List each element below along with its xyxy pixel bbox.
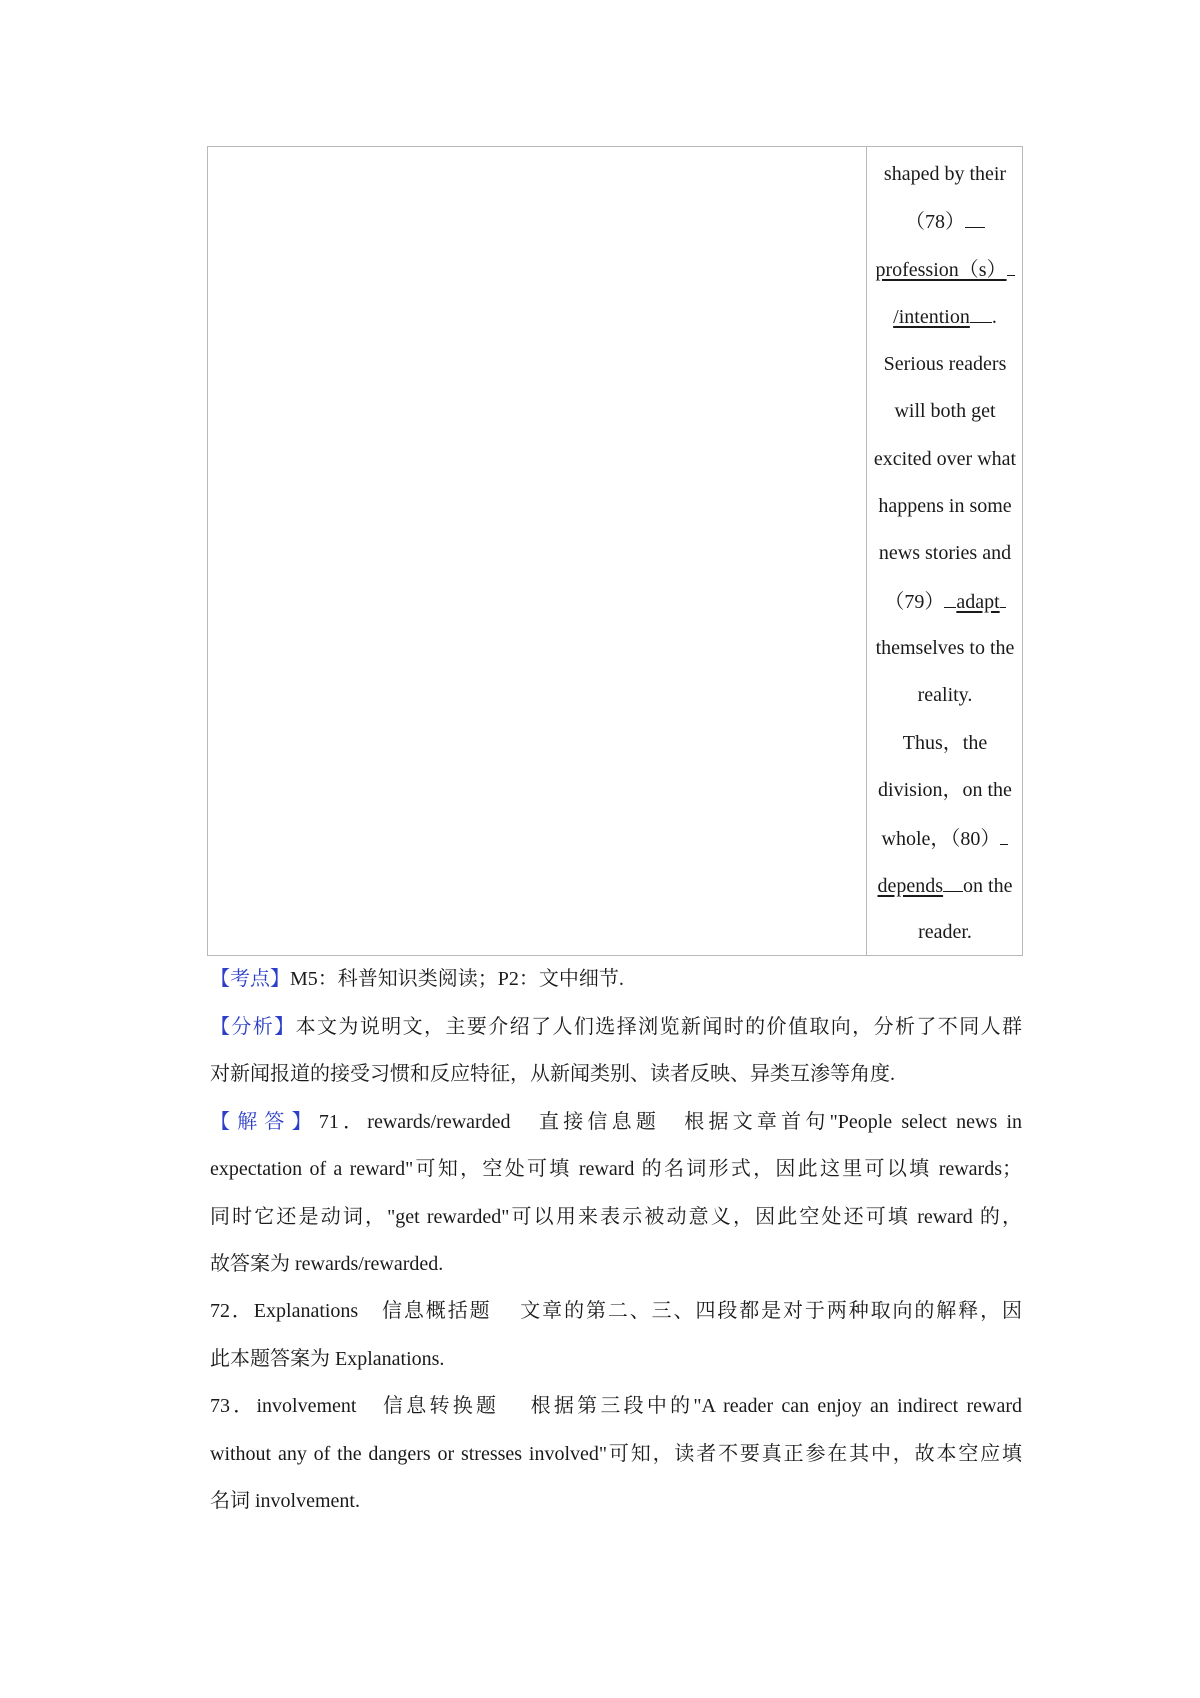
- answer-blank: [965, 209, 985, 228]
- q73-line-3: 名词 involvement.: [210, 1490, 360, 1512]
- q73-line-2: without any of the dangers or stresses involved"可知，读者不要真正参在其中，故本空应填: [210, 1443, 1022, 1465]
- cell-line: news stories and: [878, 542, 1012, 564]
- cell-line: [867, 257, 1023, 282]
- blank-number-78: （78）: [905, 211, 965, 233]
- cell-line: shaped by their: [883, 163, 1007, 185]
- cell-line: Thus，the: [902, 732, 988, 754]
- cell-line: reality.: [917, 684, 973, 706]
- fenxi-line-1: [210, 1013, 1022, 1041]
- kaodian-paragraph: [210, 965, 1022, 993]
- cell-line: [867, 304, 1023, 329]
- blank-number-80: whole，（80）: [881, 828, 1001, 850]
- cell-line: [867, 826, 1023, 851]
- cell-text: on the: [963, 875, 1013, 897]
- jieda-text: 71．rewards/rewarded 直接信息题 根据文章首句"People select news in: [318, 1111, 1023, 1133]
- answer-table: [207, 146, 1023, 956]
- cell-line: excited over what: [873, 448, 1017, 470]
- q72-line-1: 72．Explanations 信息概括题 文章的第二、三、四段都是对于两种取向的解释，因: [210, 1300, 1022, 1322]
- answer-text: depends: [877, 875, 944, 897]
- jieda-line-2: expectation of a reward"可知，空处可填 reward 的名词形式，因此这里可以填 rewards；: [210, 1158, 1022, 1180]
- punctuation: .: [991, 306, 997, 328]
- answer-blank: [1007, 257, 1015, 276]
- cell-line: reader.: [918, 921, 972, 943]
- answer-text: /intention: [893, 306, 970, 328]
- cell-line: [867, 589, 1023, 614]
- cell-line: [867, 873, 1023, 898]
- cell-line: division，on the: [878, 779, 1012, 801]
- answer-cell: [867, 147, 1023, 955]
- cell-line: themselves to the: [875, 637, 1015, 659]
- jieda-line-3: 同时它还是动词，"get rewarded"可以用来表示被动意义，因此空处还可填 reward 的，: [210, 1206, 1022, 1228]
- answer-text: profession（s）: [875, 259, 1007, 281]
- kaodian-tag: 【考点】: [210, 968, 290, 990]
- jieda-tag: 【解答】: [210, 1111, 319, 1133]
- answer-blank: [1000, 589, 1006, 608]
- jieda-line-4: 故答案为 rewards/rewarded.: [210, 1253, 444, 1275]
- fenxi-tag: 【分析】: [210, 1016, 296, 1038]
- cell-line: [867, 209, 1023, 234]
- answer-blank: [944, 589, 956, 608]
- cell-line: will both get: [894, 400, 996, 422]
- answer-text: adapt: [956, 591, 1000, 613]
- cell-line: Serious readers: [883, 353, 1007, 375]
- kaodian-text: M5：科普知识类阅读；P2：文中细节.: [290, 968, 624, 990]
- jieda-line-1: [210, 1108, 1022, 1136]
- fenxi-text: 本文为说明文，主要介绍了人们选择浏览新闻时的价值取向，分析了不同人群: [295, 1016, 1023, 1038]
- cell-line: happens in some: [878, 495, 1012, 517]
- q72-line-2: 此本题答案为 Explanations.: [210, 1348, 445, 1370]
- blank-number-79: （79）: [884, 591, 945, 613]
- q73-line-1: 73．involvement 信息转换题 根据第三段中的"A reader can enjoy an indirect reward: [210, 1395, 1022, 1417]
- answer-blank: [1000, 826, 1008, 845]
- answer-blank: [970, 304, 992, 323]
- answer-blank: [943, 873, 963, 892]
- fenxi-line-2: 对新闻报道的接受习惯和反应特征，从新闻类别、读者反映、异类互渗等角度.: [210, 1063, 895, 1085]
